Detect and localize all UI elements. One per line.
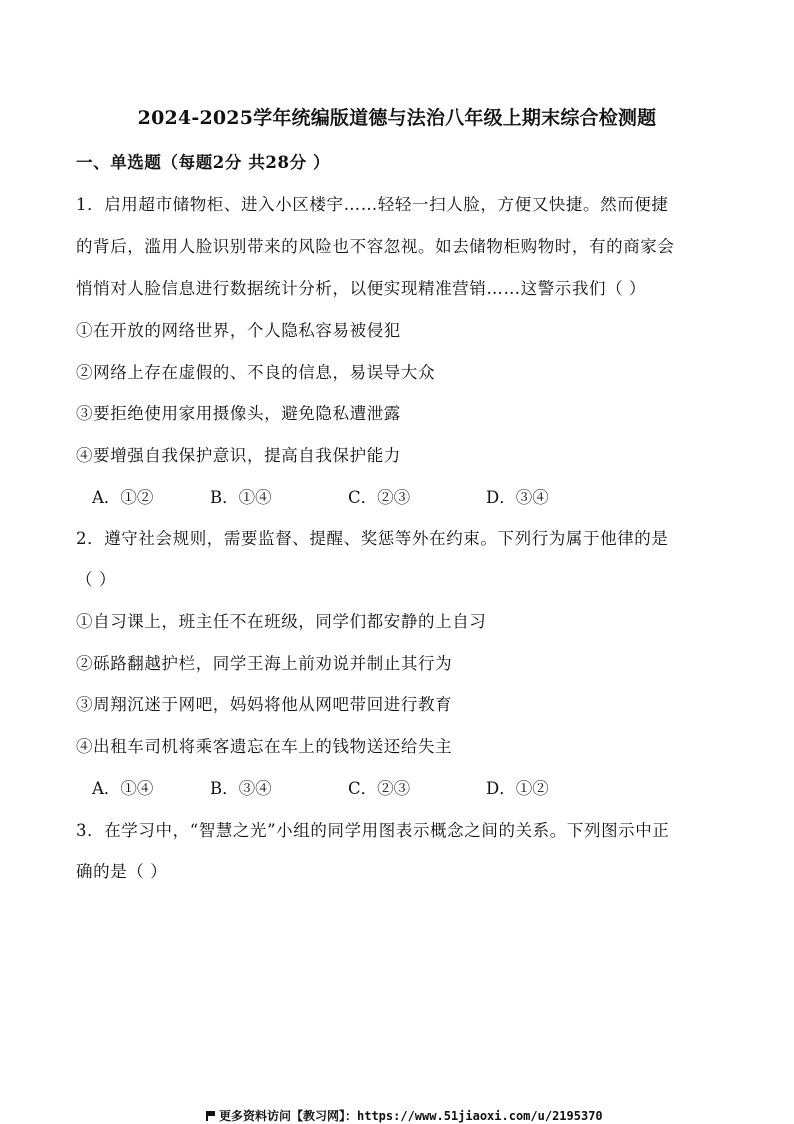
flag-icon: [206, 1111, 215, 1121]
q2-item-4: ④出租车司机将乘客遗忘在车上的钱物送还给失主: [76, 737, 453, 756]
q1-option-a: A．①②: [92, 488, 154, 507]
q2-option-c: C．②③: [348, 779, 411, 798]
q2-item-3: ③周翔沉迷于网吧，妈妈将他从网吧带回进行教育: [76, 695, 453, 714]
q3-stem-line-2: 确的是（ ）: [76, 862, 168, 881]
q2-stem-line-1: 2．遵守社会规则，需要监督、提醒、奖惩等外在约束。下列行为属于他律的是: [76, 529, 669, 548]
q2-item-1: ①自习课上，班主任不在班级，同学们都安静的上自习: [76, 612, 487, 631]
q1-stem-line-1: 1．启用超市储物柜、进入小区楼宇……轻轻一扫人脸，方便又快捷。然而便捷: [76, 195, 669, 214]
q1-item-4: ④要增强自我保护意识，提高自我保护能力: [76, 446, 401, 465]
q1-stem-line-3: 悄悄对人脸信息进行数据统计分析，以便实现精准营销……这警示我们（ ）: [76, 279, 647, 298]
q2-item-2: ②砾路翻越护栏，同学王海上前劝说并制止其行为: [76, 654, 453, 673]
q1-option-b: B．①④: [210, 488, 272, 507]
q2-option-d: D．①②: [486, 779, 549, 798]
q1-item-3: ③要拒绝使用家用摄像头，避免隐私遭泄露: [76, 404, 401, 423]
q2-stem-line-2: （ ）: [76, 570, 117, 589]
q1-item-1: ①在开放的网络世界，个人隐私容易被侵犯: [76, 321, 401, 340]
footer-text[interactable]: 更多资料访问【教习网】：https://www.51jiaoxi.com/u/2195370: [219, 1109, 603, 1123]
q1-option-c: C．②③: [348, 488, 411, 507]
q2-option-b: B．③④: [210, 779, 272, 798]
section-heading: 一、单选题（每题2分 共28分 ）: [76, 153, 331, 172]
q1-option-d: D．③④: [486, 488, 549, 507]
footer-link[interactable]: [206, 1107, 603, 1124]
q1-stem-line-2: 的背后，滥用人脸识别带来的风险也不容忽视。如去储物柜购物时，有的商家会: [76, 237, 675, 256]
q3-stem-line-1: 3．在学习中，“智慧之光”小组的同学用图表示概念之间的关系。下列图示中正: [76, 821, 670, 840]
q1-item-2: ②网络上存在虚假的、不良的信息，易误导大众: [76, 363, 436, 382]
q2-option-a: A．①④: [92, 779, 154, 798]
page-title: 2024-2025学年统编版道德与法治八年级上期末综合检测题: [137, 107, 657, 129]
